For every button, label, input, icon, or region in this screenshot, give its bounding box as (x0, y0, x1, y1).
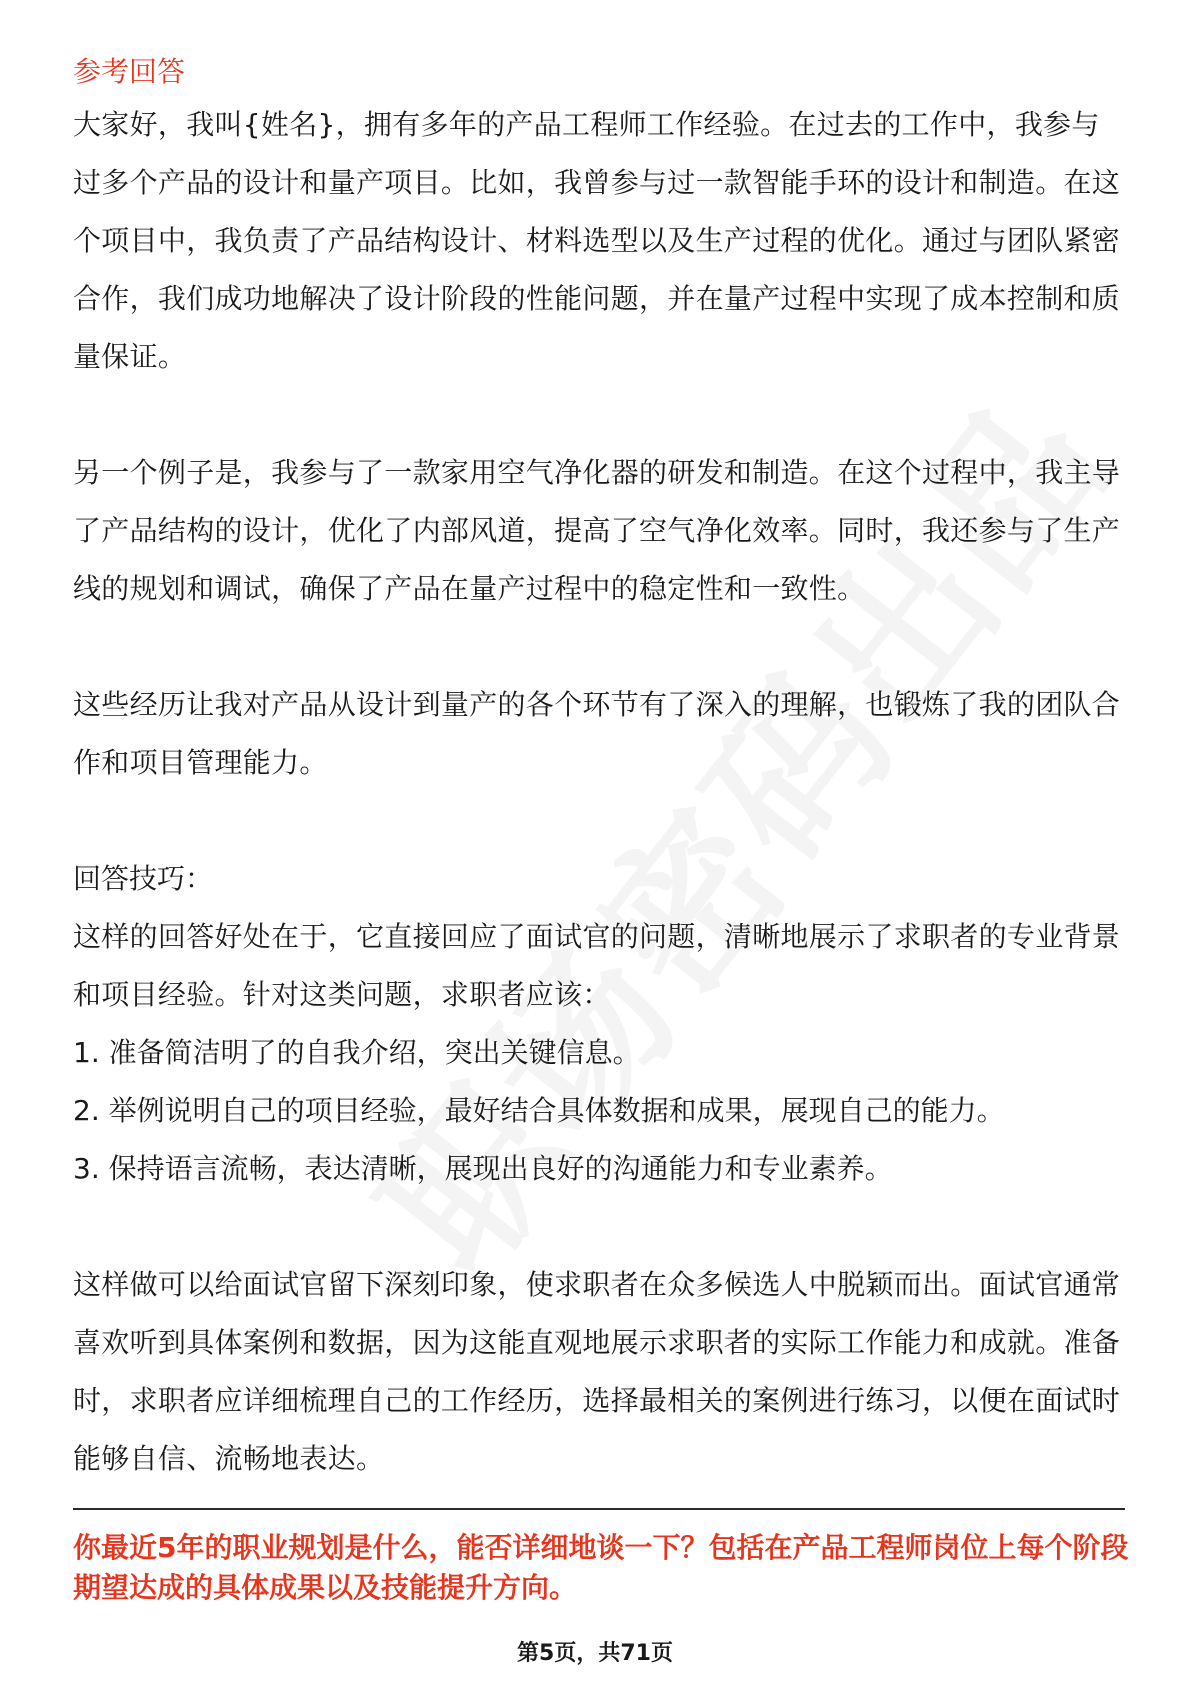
tips-title: 回答技巧： (73, 862, 214, 895)
next-question: 你最近5年的职业规划是什么，能否详细地谈一下？包括在产品工程师岗位上每个阶段期望达成的具体成果以及技能提升方向。 (73, 1531, 1129, 1604)
section-divider (73, 1508, 1125, 1510)
answer-paragraph-1: 大家好，我叫{姓名}，拥有多年的产品工程师工作经验。在过去的工作中，我参与过多个产品的设计和量产项目。比如，我曾参与过一款智能手环的设计和制造。在这个项目中，我负责了产品结构设计、材料选型以及生产过程的优化。通过与团队紧密合作，我们成功地解决了设计阶段的性能问题，并在量产过程中实现了成本控制和质量保证。 (73, 108, 1121, 373)
tips-intro: 这样的回答好处在于，它直接回应了面试官的问题，清晰地展示了求职者的专业背景和项目经验。针对这类问题，求职者应该： (73, 920, 1121, 1011)
answer-paragraph-2: 另一个例子是，我参与了一款家用空气净化器的研发和制造。在这个过程中，我主导了产品结构的设计，优化了内部风道，提高了空气净化效率。同时，我还参与了生产线的规划和调试，确保了产品在量产过程中的稳定性和一致性。 (73, 456, 1121, 605)
page-number: 第5页，共71页 (517, 1641, 673, 1666)
closing-paragraph: 这样做可以给面试官留下深刻印象，使求职者在众多候选人中脱颖而出。面试官通常喜欢听到具体案例和数据，因为这能直观地展示求职者的实际工作能力和成就。准备时，求职者应详细梳理自己的工作经历，选择最相关的案例进行练习，以便在面试时能够自信、流畅地表达。 (73, 1268, 1121, 1475)
tip-item: 3. 保持语言流畅，表达清晰，展现出良好的沟通能力和专业素养。 (73, 1152, 893, 1185)
tip-item: 2. 举例说明自己的项目经验，最好结合具体数据和成果，展现自己的能力。 (73, 1094, 1005, 1127)
answer-section (73, 50, 1123, 1488)
answer-paragraph-3: 这些经历让我对产品从设计到量产的各个环节有了深入的理解，也锻炼了我的团队合作和项目管理能力。 (73, 688, 1121, 779)
tip-item: 1. 准备简洁明了的自我介绍，突出关键信息。 (73, 1036, 641, 1069)
tips-list (73, 1024, 1123, 1198)
section-heading: 参考回答 (73, 55, 186, 88)
